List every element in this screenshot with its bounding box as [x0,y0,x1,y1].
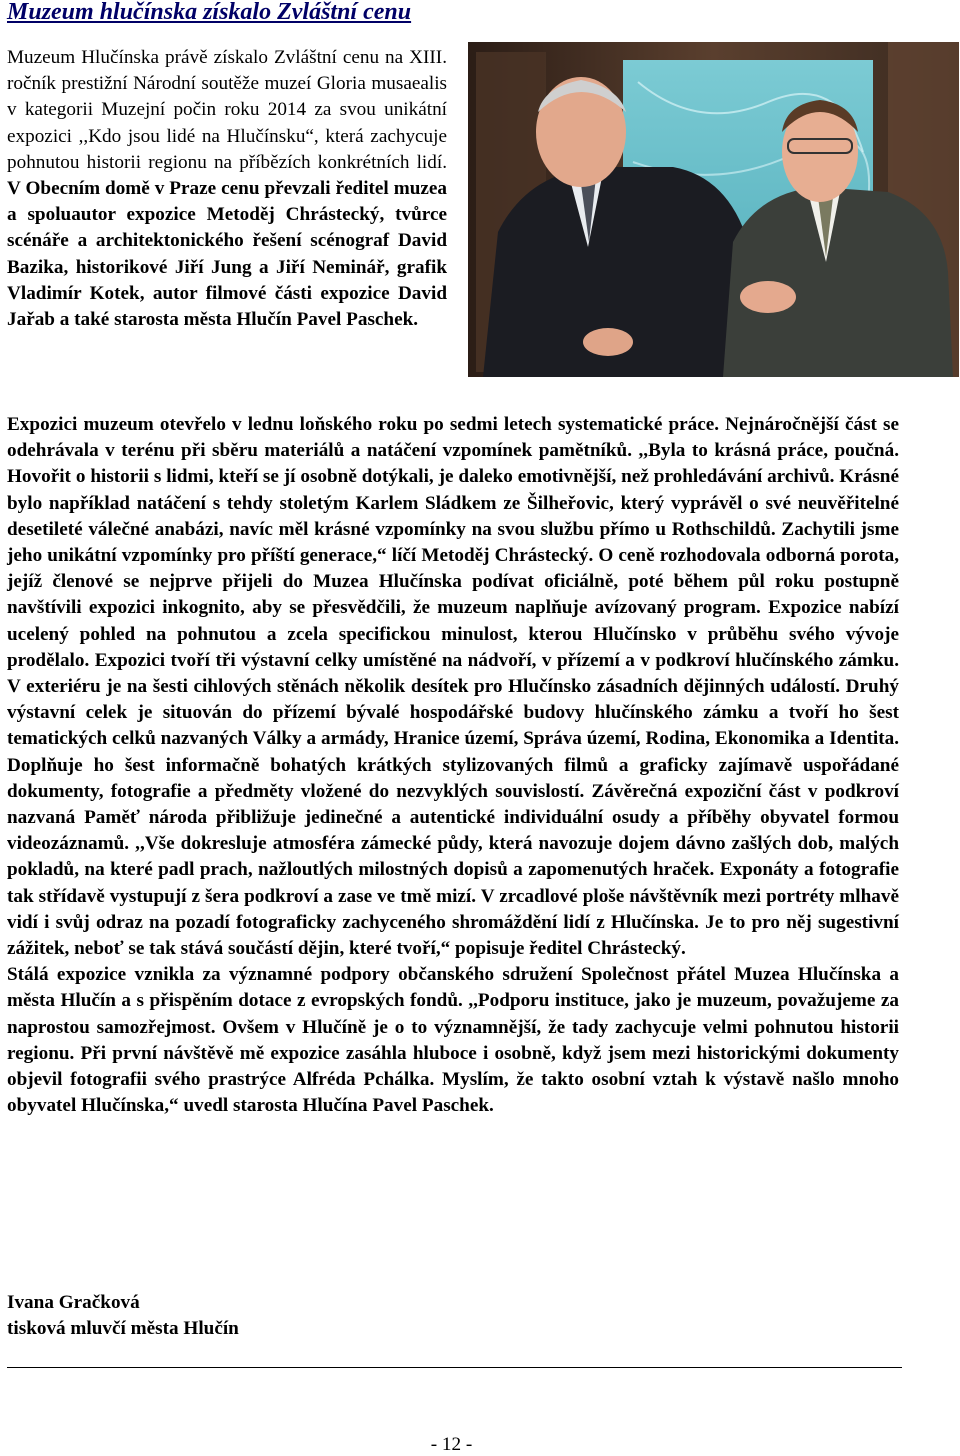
author-signature [7,1290,507,1342]
intro-paragraph [7,45,447,333]
author-role: tisková mluvčí města Hlučín [7,1318,239,1340]
award-photo [468,42,959,377]
man-right-suit [723,187,953,377]
article-paragraph: Stálá expozice vznikla za významné podpory občanského sdružení Společnost přátel Muzea Hlučínska a města Hlučín a s přispěním dotace z evropských fondů. ,,Podporu instituce, jako je muzeum, považujeme za naprostou samozřejmost. Ovšem v Hlučíně je o to významnější, že tady zachycuje velmi pohnutou historii regionu. Při první návštěvě mě expozice zasáhla hluboce i osobně, když jsem mezi historickými dokumenty objevil fotografii svého prastrýce Alfréda Pchálka. Myslím, že takto osobní vztah k výstavě našlo mnoho obyvatel Hlučínska,“ uvedl starosta Hlučína Pavel Paschek. [7,964,899,1117]
footnote-divider [7,1367,902,1368]
page-number: - 12 - [430,1434,473,1455]
article-title: Muzeum hlučínska získalo Zvláštní cenu [7,0,412,25]
intro-regular-text: Muzeum Hlučínska právě získalo Zvláštní cenu na XIII. ročník prestižní Národní soutěže muzeí Gloria musaealis v kategorii Muzejní počin roku 2014 za svou unikátní expozici ,,Kdo jsou lidé na Hlučínsku“, která zachycuje pohnutou historii regionu na příbězích konkrétních lidí. [7,47,447,173]
article-body [7,412,899,1119]
author-name: Ivana Gračková [7,1292,140,1313]
hand-left [583,328,633,356]
award-photo-illustration [468,42,959,377]
intro-bold-text: V Obecním domě v Praze cenu převzali ředitel muzea a spoluautor expozice Metoděj Chrástecký, tvůrce scénáře a architektonického řešení scénograf David Bazika, historikové Jiří Jung a Jiří Neminář, grafik Vladimír Kotek, autor filmové části expozice David Jařab a také starosta města Hlučín Pavel Paschek. [7,178,447,331]
article-paragraph: Expozici muzeum otevřelo v lednu loňského roku po sedmi letech systematické práce. Nejnáročnější část se odehrávala v terénu při sběru materiálů a natáčení vzpomínek pamětníků. ,,Byla to krásná práce, poučná. Hovořit o historii s lidmi, kteří se jí osobně dotýkali, je daleko emotivnější, než prohledávání archivů. Krásné bylo například natáčení s tehdy stoletým Karlem Sládkem ze Šilheřovic, který vyprávěl o své neuvěřitelné desetileté válečné anabázi, navíc měl krásné vzpomínky na svou službu přímo u Rothschildů. Zachytili jsme jeho unikátní vzpomínky pro příští generace,“ líčí Metoděj Chrástecký. O ceně rozhodovala odborná porota, jejíž členové se nejprve přijeli do Muzea Hlučínska podívat oficiálně, poté během půl roku postupně navštívili expozici inkognito, aby se přesvědčili, že muzeum naplňuje avízovaný program. Expozice nabízí ucelený pohled na pohnutou a zcela specifickou minulost, kterou Hlučínsko v průběhu svého vývoje prodělalo. Expozici tvoří tři výstavní celky umístěné na nádvoří, v přízemí a v podkroví hlučínského zámku. V exteriéru je na šesti cihlových stěnách několik desítek pro Hlučínsko zásadních dějinných událostí. Druhý výstavní celek je situován do přízemí bývalé hospodářské budovy hlučínského zámku a tvoří ho šest tematických celků nazvaných Války a armády, Hranice území, Správa území, Rodina, Ekonomika a Identita. Doplňuje ho šest informačně bohatých krátkých stylizovaných filmů a graficky zajímavě uspořádané dokumenty, fotografie a předměty vložené do nezvyklých souvislostí. Závěrečná expoziční část v podkroví nazvaná Paměť národa přibližuje jedinečné a autentické individuální osudy a příběhy obyvatel formou videozáznamů. ,,Vše dokresluje atmosféra zámecké půdy, která navozuje dojem dávno zašlých dob, malých pokladů, na které padl prach, nažloutlých milostných dopisů a zapomenutých hraček. Exponáty a fotografie tak střídavě vystupují z šera podkroví a zase ve tmě mizí. V zrcadlové ploše návštěvník mezi portréty mlhavě vidí i svůj odraz na pozadí fotograficky zachyceného shromáždění lidí z Hlučínska. Je to pro něj sugestivní zážitek, neboť se tak stává součástí dějin, které tvoří,“ popisuje ředitel Chrástecký. [7,414,899,960]
hand-right [740,281,796,313]
